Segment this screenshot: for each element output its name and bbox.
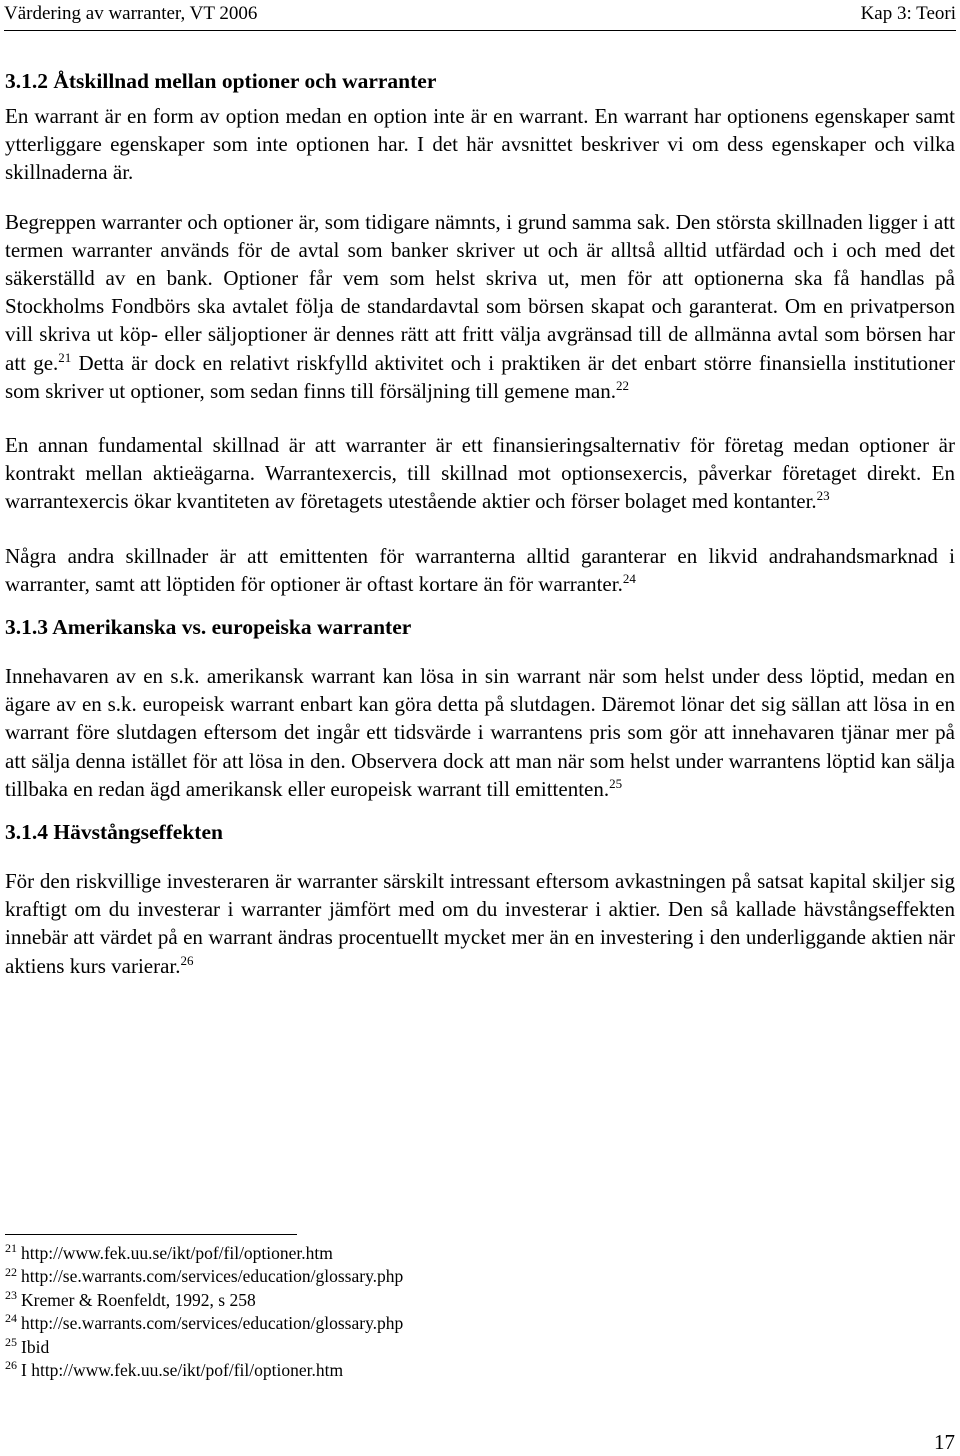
footnote-text: http://se.warrants.com/services/education/glossary.php <box>21 1266 404 1287</box>
footnotes <box>5 1242 805 1382</box>
footnote-ref: 23 <box>816 488 830 504</box>
footnote-number: 25 <box>5 1334 17 1349</box>
footnote-item <box>5 1359 805 1382</box>
paragraph-text: Detta är dock en relativt riskfylld aktivitet och i praktiken är det enbart större finansiella institutioner som skriver ut optioner, som sedan finns till försäljning till gemene man. <box>5 350 955 403</box>
footnote-ref: 25 <box>609 775 623 791</box>
footnote-text: http://se.warrants.com/services/education/glossary.php <box>21 1313 404 1334</box>
footnote-item <box>5 1242 805 1265</box>
footnote-text: I http://www.fek.uu.se/ikt/pof/fil/optioner.htm <box>21 1360 344 1381</box>
section-heading-3-1-2: 3.1.2 Åtskillnad mellan optioner och warranter <box>5 69 437 93</box>
footnote-text: Kremer & Roenfeldt, 1992, s 258 <box>21 1289 256 1310</box>
paragraph-text: För den riskvillige investeraren är warranter särskilt intressant eftersom avkastningen på satsat kapital skiljer sig kraftigt om du investerar i warranter jämfört med om du investerar i aktier. Den så kallade hävstångseffekten innebär att värdet på en warrant ändras procentuellt mycket mer än en investering i den underliggande aktien när aktiens kurs varierar. <box>5 869 955 978</box>
footnote-ref: 26 <box>180 952 194 968</box>
footnote-number: 23 <box>5 1287 17 1302</box>
page-number: 17 <box>934 1430 955 1454</box>
footnote-ref: 21 <box>58 349 72 365</box>
footnote-number: 24 <box>5 1311 17 1326</box>
paragraph-text: En annan fundamental skillnad är att warranter är ett finansieringsalternativ för företag medan optioner är kontrakt mellan aktieägarna. Warrantexercis, till skillnad mot optionsexercis, påverkar företaget direkt. En warrantexercis ökar kvantiteten av företagets utestående aktier och förser bolaget med kontanter. <box>5 433 955 514</box>
body-paragraph <box>5 867 955 980</box>
body-paragraph <box>5 662 955 803</box>
footnote-divider <box>5 1234 297 1235</box>
body-paragraph <box>5 431 955 516</box>
footnote-item <box>5 1336 805 1359</box>
section-heading-3-1-4: 3.1.4 Hävstångseffekten <box>5 820 223 845</box>
main-content <box>5 66 955 980</box>
footnote-item <box>5 1312 805 1335</box>
body-paragraph <box>5 208 955 405</box>
body-paragraph <box>5 542 955 598</box>
footnote-item <box>5 1289 805 1312</box>
section-heading-3-1-3: 3.1.3 Amerikanska vs. europeiska warranter <box>5 615 412 640</box>
footnote-ref: 22 <box>615 377 629 393</box>
footnote-number: 26 <box>5 1358 17 1373</box>
paragraph-text: Innehavaren av en s.k. amerikansk warrant kan lösa in sin warrant när som helst under dess löptid, medan en ägare av en s.k. europeisk warrant enbart kan göra detta på slutdagen. Däremot lönar det sig sällan att lösa in en warrant före slutdagen eftersom det ingår ett tidsvärde i warrantens pris som gör att innehavaren tjänar mer på att sälja denna istället för att lösa in den. Observera dock att man när som helst under warrantens löptid kan sälja tillbaka en redan ägd amerikansk eller europeisk warrant till emittenten. <box>5 664 955 801</box>
paragraph-text: En warrant är en form av option medan en option inte är en warrant. En warrant har optionens egenskaper samt ytterliggare egenskaper som inte optionen har. I det här avsnittet beskriver vi om dess egenskaper och vilka skillnaderna är. <box>5 104 955 185</box>
footnote-ref: 24 <box>622 570 636 586</box>
footnote-text: Ibid <box>21 1336 50 1357</box>
body-paragraph <box>5 102 955 187</box>
footnote-number: 21 <box>5 1241 17 1256</box>
paragraph-text: Begreppen warranter och optioner är, som tidigare nämnts, i grund samma sak. Den största skillnaden ligger i att termen warranter används för de avtal som banker skriver ut och är alltså alltid utfärdad och i och med det säkerställd av en bank. Optioner får vem som helst skriva ut, men för att optionerna ska få handlas på Stockholms Fondbörs ska avtalet följa de standardavtal som börsen skapat och garanterat. Om en privatperson vill skriva ut köp- eller säljoptioner är dennes rätt att fritt välja avgränsad till de allmänna avtal som börsen har att ge. <box>5 209 955 375</box>
footnote-text: http://www.fek.uu.se/ikt/pof/fil/optioner.htm <box>21 1243 333 1263</box>
page-header <box>4 2 956 31</box>
header-chapter: Kap 3: Teori <box>860 3 956 24</box>
footnote-item <box>5 1265 805 1288</box>
paragraph-text: Några andra skillnader är att emittenten för warranterna alltid garanterar en likvid andrahandsmarknad i warranter, samt att löptiden för optioner är oftast kortare än för warranter. <box>5 543 955 596</box>
footnote-number: 22 <box>5 1264 17 1279</box>
header-title: Värdering av warranter, VT 2006 <box>4 3 258 24</box>
